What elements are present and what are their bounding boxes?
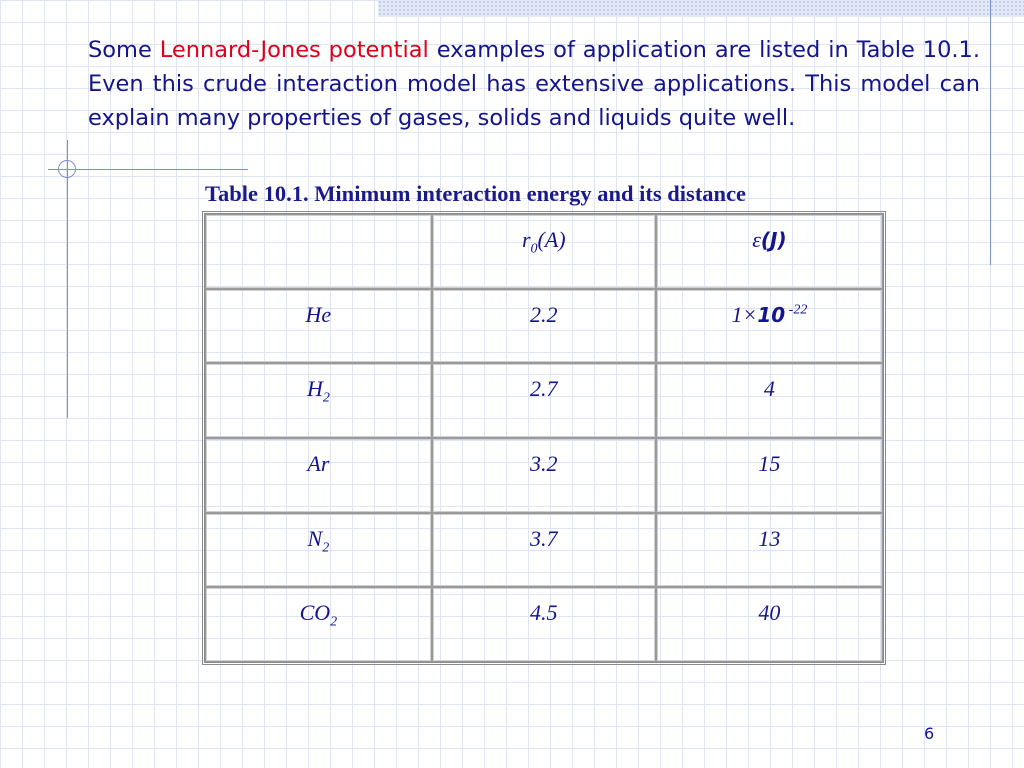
molecule-cell xyxy=(205,363,432,438)
molecule-cell xyxy=(205,587,432,662)
table-row xyxy=(205,587,883,662)
epsilon-cell: 15 xyxy=(656,438,883,513)
epsilon-cell: 13 xyxy=(656,513,883,588)
header-cell-r0 xyxy=(432,214,656,289)
r0-cell: 4.5 xyxy=(432,587,656,662)
molecule-subscript: 2 xyxy=(322,390,330,406)
r0-unit: (A) xyxy=(537,227,566,252)
paragraph-rest: examples of application are listed in Table 10.1. Even this crude interaction model has extensive applications. This model can explain many properties of gases, solids and liquids quite well. xyxy=(88,37,981,131)
epsilon-base: 10 xyxy=(757,302,786,327)
molecule-cell xyxy=(205,289,432,364)
intro-paragraph xyxy=(88,33,980,135)
epsilon-coefficient: 1× xyxy=(731,301,758,327)
epsilon-exponent: -22 xyxy=(785,302,808,318)
top-decorative-band xyxy=(378,0,1024,17)
r0-symbol: r xyxy=(521,227,531,252)
molecule-subscript: 2 xyxy=(322,540,330,556)
epsilon-cell: 4 xyxy=(656,363,883,438)
table-row xyxy=(205,438,883,513)
page-number: 6 xyxy=(924,724,935,743)
table-caption: Table 10.1. Minimum interaction energy and its distance xyxy=(205,181,747,206)
header-cell-empty xyxy=(205,214,432,289)
right-vertical-rule xyxy=(990,0,991,265)
paragraph-lead: Some xyxy=(88,37,160,63)
molecule-name: H xyxy=(306,376,323,402)
left-vertical-rule xyxy=(67,140,68,418)
left-horizontal-rule xyxy=(48,169,248,170)
r0-cell: 2.2 xyxy=(432,289,656,364)
table-header-row xyxy=(205,214,883,289)
molecule-name: N xyxy=(307,525,323,551)
epsilon-cell: 40 xyxy=(656,587,883,662)
table-row xyxy=(205,363,883,438)
molecule-cell xyxy=(205,438,432,513)
r0-cell: 2.7 xyxy=(432,363,656,438)
epsilon-unit: (J) xyxy=(760,228,787,252)
epsilon-cell xyxy=(656,289,883,364)
table-row xyxy=(205,289,883,364)
molecule-cell xyxy=(205,513,432,588)
molecule-name: Ar xyxy=(307,450,330,476)
r0-cell: 3.7 xyxy=(432,513,656,588)
molecule-name: CO xyxy=(299,600,331,626)
table-row xyxy=(205,513,883,588)
r0-subscript: 0 xyxy=(530,241,538,257)
r0-cell: 3.2 xyxy=(432,438,656,513)
paragraph-highlight: Lennard-Jones potential xyxy=(159,37,429,63)
circle-ornament xyxy=(58,160,76,178)
molecule-subscript: 2 xyxy=(330,614,338,630)
header-cell-epsilon xyxy=(656,214,883,289)
interaction-table xyxy=(202,211,886,665)
molecule-name: He xyxy=(305,301,332,327)
epsilon-symbol: ε xyxy=(752,227,761,252)
